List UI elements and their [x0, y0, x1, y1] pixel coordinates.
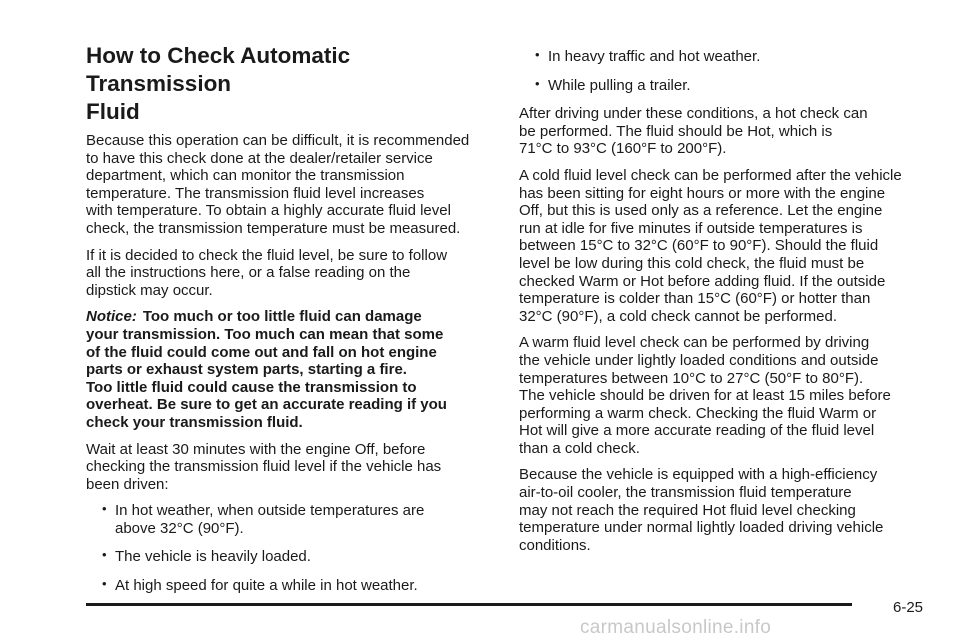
- text-line: overheat. Be sure to get an accurate reading if you: [86, 396, 447, 414]
- cold-check-paragraph: [519, 167, 939, 325]
- text-line: The vehicle should be driven for at least 15 miles before: [519, 387, 891, 405]
- bullet-icon: •: [535, 47, 540, 62]
- watermark-text: carmanualsonline.info: [580, 617, 772, 638]
- text-line: been driven:: [86, 475, 169, 493]
- cooler-paragraph: [519, 466, 939, 554]
- footer-rule: [86, 603, 852, 606]
- text-line: of the fluid could come out and fall on hot engine: [86, 343, 437, 361]
- text-line: level be low during this cold check, the fluid must be: [519, 254, 865, 272]
- bullet-icon: •: [102, 547, 107, 563]
- list-item-text: While pulling a trailer.: [548, 76, 691, 94]
- text-line: A cold fluid level check can be performed after the vehicle: [519, 166, 902, 184]
- text-line: dipstick may occur.: [86, 281, 213, 299]
- conditions-list-left: [86, 502, 496, 594]
- text-line: be performed. The fluid should be Hot, which is: [519, 122, 833, 140]
- text-line: checked Warm or Hot before adding fluid. If the outside: [519, 272, 886, 290]
- warm-check-paragraph: [519, 334, 939, 457]
- text-line: Off, but this is used only as a reference. Let the engine: [519, 202, 883, 220]
- text-line: department, which can monitor the transmission: [86, 167, 405, 185]
- list-item: [86, 502, 496, 537]
- text-line: between 15°C to 32°C (60°F to 90°F). Should the fluid: [519, 237, 879, 255]
- list-item-text: In hot weather, when outside temperatures are: [115, 502, 425, 520]
- text-line: than a cold check.: [519, 439, 640, 457]
- text-line: checking the transmission fluid level if the vehicle has: [86, 458, 442, 476]
- text-line: conditions.: [519, 536, 591, 554]
- text-line: temperature is colder than 15°C (60°F) or hotter than: [519, 290, 871, 308]
- text-line: may not reach the required Hot fluid level checking: [519, 501, 856, 519]
- text-line: run at idle for five minutes if outside temperatures is: [519, 219, 863, 237]
- left-column: [86, 42, 496, 606]
- text-line: check, the transmission temperature must be measured.: [86, 219, 461, 237]
- text-line: Hot will give a more accurate reading of the fluid level: [519, 422, 875, 440]
- text-line: 71°C to 93°C (160°F to 200°F).: [519, 140, 727, 158]
- text-line: all the instructions here, or a false reading on the: [86, 264, 411, 282]
- notice-text: [86, 308, 447, 431]
- text-line: A warm fluid level check can be performed by driving: [519, 334, 870, 352]
- list-item: [86, 577, 496, 595]
- text-line: air-to-oil cooler, the transmission fluid temperature: [519, 484, 852, 502]
- text-line: your transmission. Too much can mean that some: [86, 325, 444, 343]
- text-line: Because the vehicle is equipped with a high-efficiency: [519, 466, 878, 484]
- bullet-icon: •: [102, 501, 107, 517]
- right-column: [519, 48, 939, 563]
- notice-label: Notice:: [86, 308, 137, 326]
- text-line: has been sitting for eight hours or more with the engine: [519, 184, 886, 202]
- list-item-text: At high speed for quite a while in hot weather.: [115, 577, 418, 595]
- list-item-text: In heavy traffic and hot weather.: [548, 48, 761, 65]
- text-line: Too much or too little fluid can damage: [142, 308, 422, 326]
- heading-line-2: Fluid: [86, 99, 140, 124]
- text-line: the vehicle under lightly loaded conditions and outside: [519, 351, 879, 369]
- instructions-paragraph: [86, 247, 496, 300]
- text-line: 32°C (90°F), a cold check cannot be performed.: [519, 307, 837, 325]
- text-line: Too little fluid could cause the transmission to: [86, 378, 417, 396]
- section-heading: [86, 42, 496, 126]
- heading-line-1: How to Check Automatic Transmission: [86, 43, 351, 96]
- bullet-icon: •: [102, 576, 107, 592]
- text-line: with temperature. To obtain a highly accurate fluid level: [86, 202, 451, 220]
- text-line: to have this check done at the dealer/retailer service: [86, 149, 433, 167]
- list-item: [86, 548, 496, 566]
- text-line: Wait at least 30 minutes with the engine Off, before: [86, 440, 426, 458]
- intro-paragraph: [86, 132, 496, 238]
- text-line: parts or exhaust system parts, starting a fire.: [86, 361, 407, 379]
- notice-paragraph: [86, 308, 496, 431]
- text-line: Because this operation can be difficult, it is recommended: [86, 132, 470, 149]
- text-line: After driving under these conditions, a hot check can: [519, 105, 868, 123]
- list-item: [519, 77, 939, 95]
- text-line: check your transmission fluid.: [86, 413, 303, 431]
- list-item-text: The vehicle is heavily loaded.: [115, 548, 311, 566]
- hot-check-paragraph: [519, 105, 939, 158]
- wait-paragraph: [86, 441, 496, 494]
- text-line: temperatures between 10°C to 27°C (50°F to 80°F).: [519, 369, 864, 387]
- text-line: temperature. The transmission fluid level increases: [86, 184, 425, 202]
- page-number: 6-25: [893, 599, 924, 616]
- text-line: performing a warm check. Checking the fluid Warm or: [519, 404, 877, 422]
- bullet-icon: •: [535, 75, 540, 91]
- list-item: [519, 48, 939, 66]
- text-line: If it is decided to check the fluid level, be sure to follow: [86, 246, 448, 264]
- text-line: temperature under normal lightly loaded driving vehicle: [519, 519, 884, 537]
- list-item-text: above 32°C (90°F).: [115, 519, 244, 537]
- conditions-list-right: [519, 48, 939, 94]
